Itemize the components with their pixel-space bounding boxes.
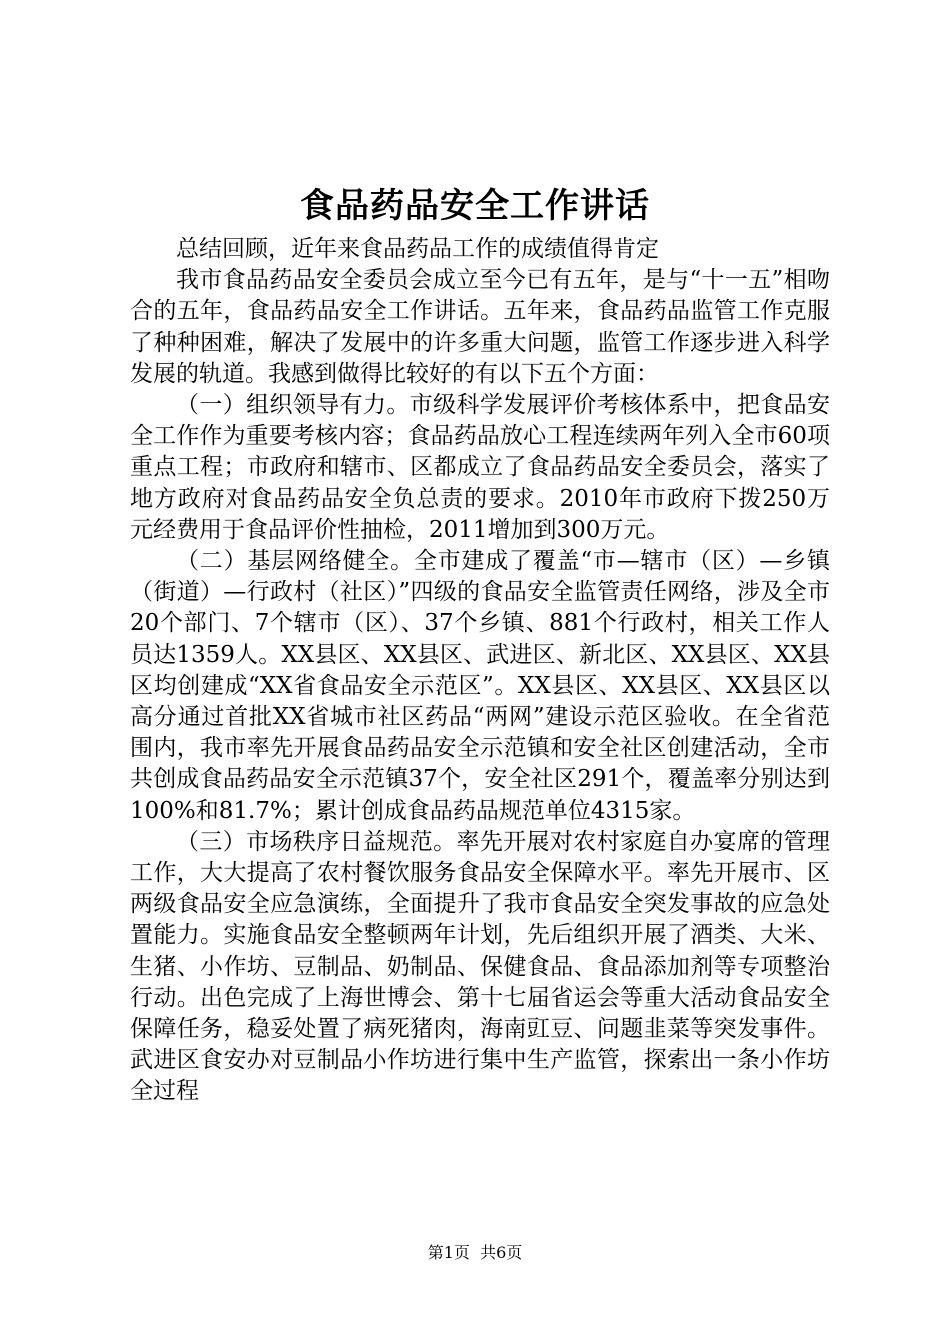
footer-separator (470, 1243, 480, 1262)
item-paragraph-1: （一）组织领导有力。市级科学发展评价考核体系中，把食品安全工作作为重要考核内容；食品药品放心工程连续两年列入全市60项重点工程；市政府和辖市、区都成立了食品药品安全委员会，落实了地方政府对食品药品安全负总责的要求。2010年市政府下拨250万元经费用于食品评价性抽检，2011增加到300万元。 (130, 392, 830, 543)
page-footer (0, 1241, 950, 1265)
item-paragraph-3: （三）市场秩序日益规范。率先开展对农村家庭自办宴席的管理工作，大大提高了农村餐饮服务食品安全保障水平。率先开展市、区两级食品安全应急演练，全面提升了我市食品安全突发事故的应急处置能力。实施食品安全整顿两年计划，先后组织开展了酒类、大米、生猪、小作坊、豆制品、奶制品、保健食品、食品添加剂等专项整治行动。出色完成了上海世博会、第十七届省运会等重大活动食品安全保障任务，稳妥处置了病死猪肉，海南豇豆、问题韭菜等突发事件。武进区食安办对豆制品小作坊进行集中生产监管，探索出一条小作坊全过程 (130, 828, 830, 1105)
item-paragraph-2: （二）基层网络健全。全市建成了覆盖“市—辖市（区）—乡镇（街道）—行政村（社区）”四级的食品安全监管责任网络，涉及全市20个部门、7个辖市（区）、37个乡镇、881个行政村，相关工作人员达1359人。XX县区、XX县区、武进区、新北区、XX县区、XX县区均创建成“XX省食品安全示范区”。XX县区、XX县区、XX县区以高分通过首批XX省城市社区药品“两网”建设示范区验收。在全省范围内，我市率先开展食品药品安全示范镇和安全社区创建活动，全市共创成食品药品安全示范镇37个，安全社区291个，覆盖率分别达到100%和81.7%；累计创成食品药品规范单位4315家。 (130, 548, 830, 824)
page-number: 第1页 (427, 1243, 470, 1262)
page-total: 共6页 (480, 1243, 523, 1262)
document-title: 食品药品安全工作讲话 (300, 186, 650, 226)
document-body (130, 234, 830, 1108)
summary-heading: 总结回顾，近年来食品药品工作的成绩值得肯定 (176, 236, 659, 262)
intro-paragraph: 我市食品药品安全委员会成立至今已有五年，是与“十一五”相吻合的五年，食品药品安全工作讲话。五年来，食品药品监管工作克服了种种困难，解决了发展中的许多重大问题，监管工作逐步进入科学发展的轨道。我感到做得比较好的有以下五个方面： (130, 267, 830, 387)
